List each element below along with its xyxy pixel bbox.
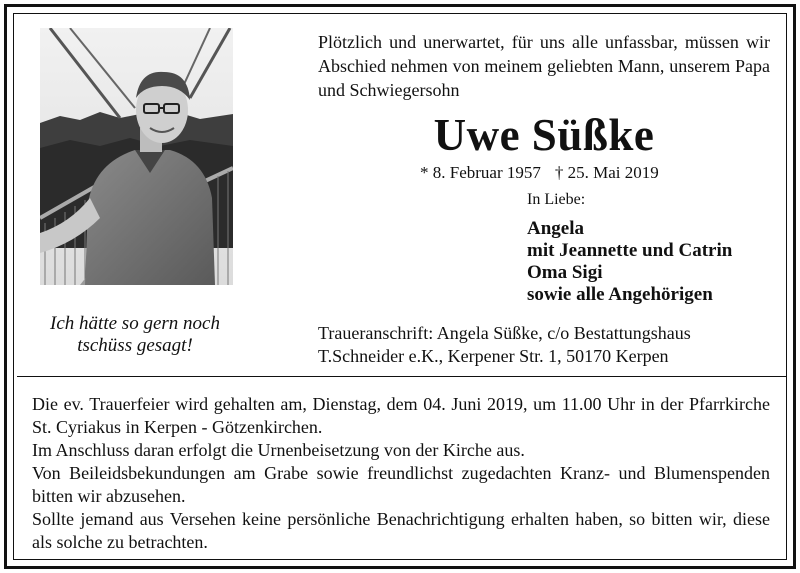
mourner-line: sowie alle Angehörigen	[527, 284, 713, 305]
portrait-photo	[40, 28, 233, 285]
life-dates	[420, 163, 659, 183]
death-date: † 25. Mai 2019	[554, 163, 659, 182]
details-paragraph: Sollte jemand aus Versehen keine persönliche Benachrichtigung erhalten haben, so bitten wir, diese als solche zu betrachten.	[32, 509, 770, 552]
details-paragraph: Von Beileidsbekundungen am Grabe sowie freundlichst zugedachten Kranz- und Blumenspenden bitten wir abzusehen.	[32, 463, 770, 506]
address-line-1: Traueranschrift: Angela Süßke, c/o Bestattungshaus	[318, 323, 691, 343]
memorial-quote	[22, 313, 248, 357]
quote-line-1: Ich hätte so gern noch	[50, 313, 220, 334]
mourner-line: Angela	[527, 218, 584, 239]
mourner-line: Oma Sigi	[527, 262, 603, 283]
portrait-photo-icon	[40, 28, 233, 285]
condolence-address	[318, 322, 770, 368]
birth-date: * 8. Februar 1957	[420, 163, 541, 182]
address-line-2: T.Schneider e.K., Kerpener Str. 1, 50170 Kerpen	[318, 346, 669, 366]
deceased-name: Uwe Süßke	[433, 110, 655, 160]
funeral-details	[32, 393, 770, 554]
details-paragraph: Die ev. Trauerfeier wird gehalten am, Dienstag, dem 04. Juni 2019, um 11.00 Uhr in der Pfarrkirche St. Cyriakus in Kerpen - Götzenkirchen.	[32, 394, 770, 437]
announcement-intro: Plötzlich und unerwartet, für uns alle unfassbar, müssen wir Abschied nehmen von meinem geliebten Mann, unserem Papa und Schwiegersohn	[318, 32, 770, 100]
details-paragraph: Im Anschluss daran erfolgt die Urnenbeisetzung von der Kirche aus.	[32, 440, 525, 460]
mourners-intro: In Liebe:	[527, 191, 586, 208]
mourners-list	[527, 218, 732, 306]
divider	[17, 376, 787, 377]
mourner-line: mit Jeannette und Catrin	[527, 240, 733, 261]
quote-line-2: tschüss gesagt!	[77, 335, 193, 356]
